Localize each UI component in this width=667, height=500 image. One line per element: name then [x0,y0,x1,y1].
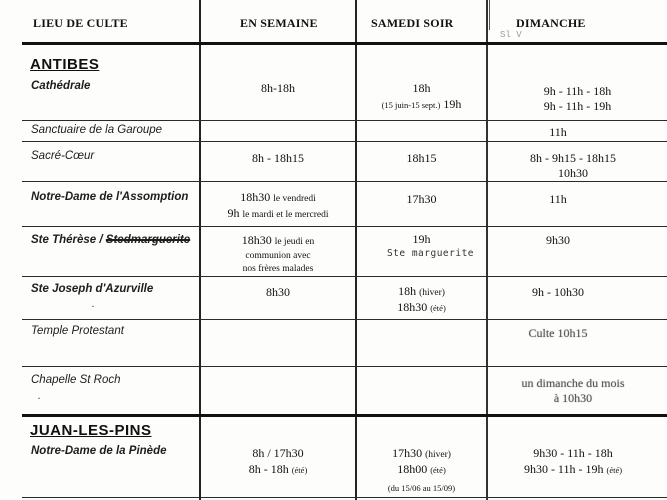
row-rule [22,319,667,320]
notre-dame-sat: 17h30 [406,192,437,206]
pinede-weekday-1: 8h / 17h30 [252,446,304,460]
header-sunday: DIMANCHE [516,16,586,30]
pinede-sun-2: 9h30 - 11h - 19h (été) [523,462,623,476]
pinede-sat-1: 17h30 (hiver) [392,446,451,460]
header-rule [22,42,667,45]
temple-sun: Culte 10h15 [528,326,588,340]
sacre-coeur-weekday: 8h - 18h15 [252,151,304,165]
notre-dame-weekday-2: 9h le mardi et le mercredi [227,206,329,220]
header-weekday: EN SEMAINE [240,16,318,30]
pinede-sat-2: 18h00 (été) [397,462,446,476]
column-divider-double [489,0,490,30]
row-rule [22,226,667,227]
notre-dame-weekday-1: 18h30 le vendredi [240,190,316,204]
place-ste-therese: Ste Thérèse / Stedmarguerite [31,234,191,246]
cathedrale-sun-1: 9h - 11h - 18h [543,84,612,98]
ste-joseph-sat-1: 18h (hiver) [398,284,445,298]
place-cathedrale: Cathédrale [31,80,91,92]
pinede-sun-1: 9h30 - 11h - 18h [533,446,613,460]
column-divider [355,0,357,500]
ste-joseph-sat-2: 18h30 (été) [397,300,446,314]
row-rule [22,181,667,182]
town-juan-les-pins: JUAN-LES-PINS [30,422,152,439]
st-roch-sun-1: un dimanche du mois [521,376,625,390]
town-antibes: ANTIBES [30,56,100,73]
row-rule [22,120,667,121]
place-sacre-coeur: Sacré-Cœur [31,150,95,162]
header-saturday: SAMEDI SOIR [371,16,454,30]
sacre-coeur-sun-2: 10h30 [558,166,588,180]
st-roch-sun-2: à 10h30 [553,391,593,405]
garoupe-sun: 11h [549,125,567,139]
sacre-coeur-sat: 18h15 [406,151,437,165]
place-st-roch: Chapelle St Roch [31,374,121,386]
cathedrale-sat-2: (15 juin-15 sept.) 19h [381,97,462,111]
cathedrale-sat-1: 18h [412,81,431,95]
ste-joseph-weekday: 8h30 [266,285,290,299]
ste-therese-weekday-2: communion avec [245,251,311,261]
place-temple: Temple Protestant [31,325,124,337]
header-place: LIEU DE CULTE [33,16,128,30]
row-rule [22,366,667,367]
row-rule [22,497,667,498]
sacre-coeur-sun-1: 8h - 9h15 - 18h15 [530,151,616,165]
ste-therese-weekday-1: 18h30 le jeudi en [241,233,315,247]
place-notre-dame: Notre-Dame de l'Assomption [31,191,189,203]
notre-dame-sun: 11h [549,192,567,206]
place-pinede: Notre-Dame de la Pinède [31,445,167,457]
margin-mark: · [91,299,95,313]
ste-therese-sat-2-handwritten: Ste marguerite [386,248,475,259]
place-garoupe: Sanctuaire de la Garoupe [31,124,163,136]
place-ste-joseph: Ste Joseph d'Azurville [31,283,154,295]
margin-mark: · [37,391,41,405]
cathedrale-sun-2: 9h - 11h - 19h [543,99,612,113]
section-rule [22,414,667,417]
ste-joseph-sun: 9h - 10h30 [532,285,584,299]
scan-smudge: Sl V [500,30,522,40]
pinede-weekday-2: 8h - 18h (été) [248,462,308,476]
ste-therese-sat-1: 19h [412,232,431,246]
ste-therese-weekday-3: nos frères malades [242,264,314,274]
ste-therese-sun: 9h30 [546,233,570,247]
row-rule [22,141,667,142]
pinede-sat-3: (du 15/06 au 15/09) [387,483,456,493]
cathedrale-weekday: 8h-18h [261,81,295,95]
